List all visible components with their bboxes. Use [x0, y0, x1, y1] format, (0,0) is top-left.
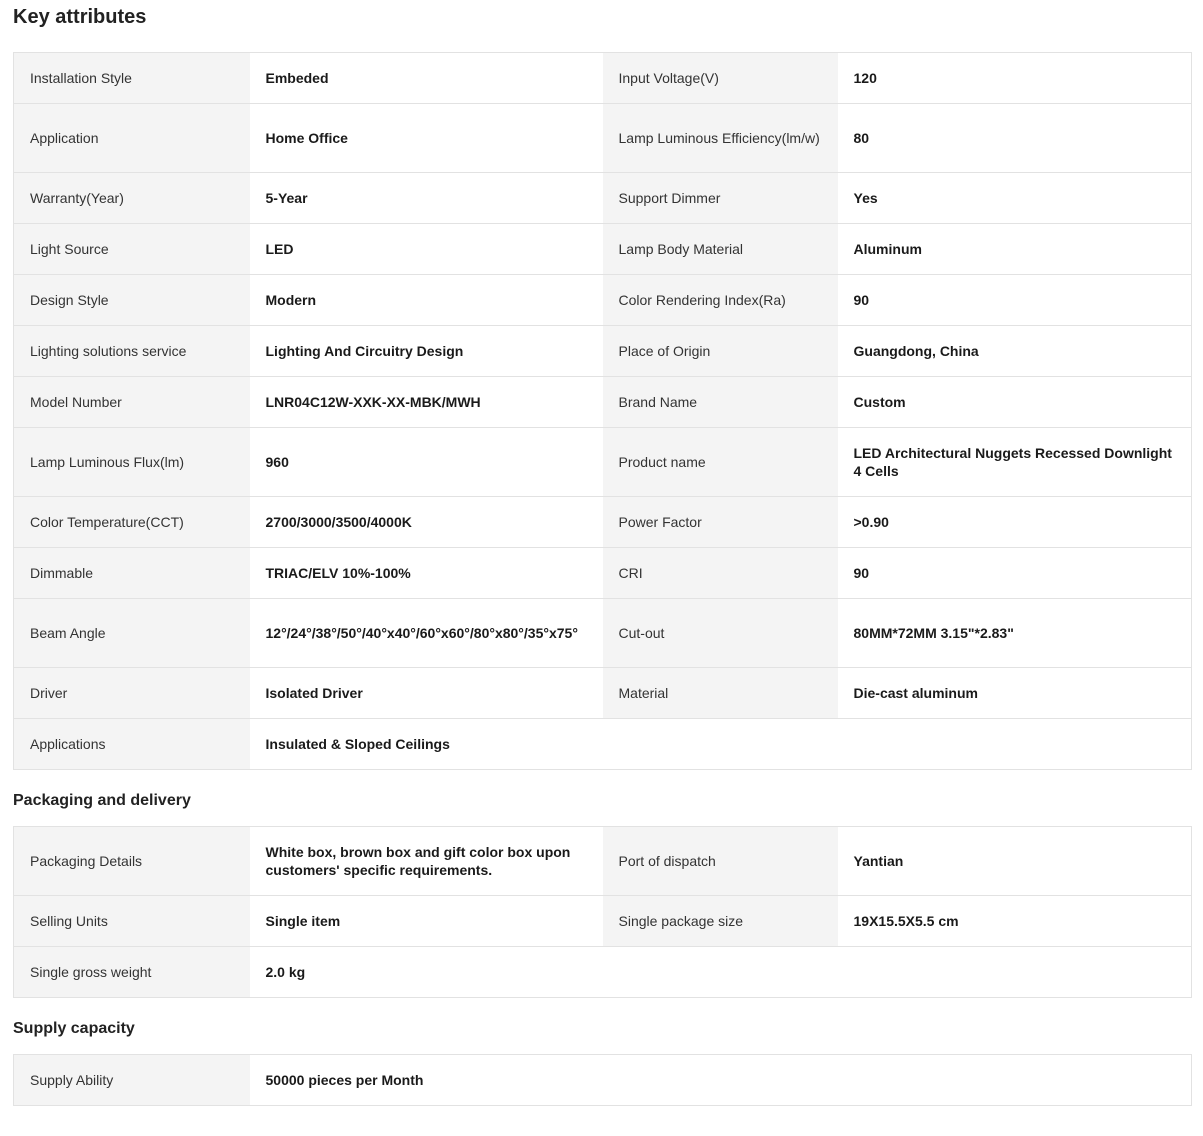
attribute-label: Installation Style — [14, 53, 250, 104]
table-row — [14, 428, 1192, 497]
attribute-value: 12°/24°/38°/50°/40°x40°/60°x60°/80°x80°/35°x75° — [250, 599, 603, 668]
key-attributes-table — [13, 52, 1192, 770]
attribute-value: 5-Year — [250, 173, 603, 224]
attribute-label: Driver — [14, 668, 250, 719]
attribute-label: Dimmable — [14, 548, 250, 599]
attribute-value: 80MM*72MM 3.15"*2.83" — [838, 599, 1192, 668]
attribute-value: Aluminum — [838, 224, 1192, 275]
attribute-value: 90 — [838, 548, 1192, 599]
attribute-value: LNR04C12W-XXK-XX-MBK/MWH — [250, 377, 603, 428]
empty-cell — [838, 947, 1192, 998]
attribute-label: Brand Name — [603, 377, 838, 428]
supply-table — [13, 1054, 1192, 1106]
attribute-label: Product name — [603, 428, 838, 497]
attribute-label: Support Dimmer — [603, 173, 838, 224]
table-row — [14, 668, 1192, 719]
attribute-value: Single item — [250, 896, 603, 947]
table-row — [14, 1055, 1192, 1106]
attribute-value: >0.90 — [838, 497, 1192, 548]
table-row — [14, 719, 1192, 770]
attribute-value: Modern — [250, 275, 603, 326]
empty-cell — [838, 1055, 1192, 1106]
attribute-value: Home Office — [250, 104, 603, 173]
attribute-value: White box, brown box and gift color box upon customers' specific requirements. — [250, 827, 603, 896]
attribute-value: Yantian — [838, 827, 1192, 896]
attribute-value: 960 — [250, 428, 603, 497]
table-row — [14, 827, 1192, 896]
attribute-value: LED — [250, 224, 603, 275]
attribute-label: Lamp Body Material — [603, 224, 838, 275]
attribute-value: Embeded — [250, 53, 603, 104]
table-row — [14, 599, 1192, 668]
attribute-label: Beam Angle — [14, 599, 250, 668]
attribute-label: Lamp Luminous Efficiency(lm/w) — [603, 104, 838, 173]
attribute-label: Single package size — [603, 896, 838, 947]
attribute-label: Material — [603, 668, 838, 719]
attribute-value: LED Architectural Nuggets Recessed Downlight 4 Cells — [838, 428, 1192, 497]
attribute-label: Supply Ability — [14, 1055, 250, 1106]
packaging-title: Packaging and delivery — [13, 792, 191, 809]
table-row — [14, 53, 1192, 104]
attribute-value: 2.0 kg — [250, 947, 603, 998]
table-row — [14, 896, 1192, 947]
attribute-value: Die-cast aluminum — [838, 668, 1192, 719]
table-row — [14, 224, 1192, 275]
attribute-value: 80 — [838, 104, 1192, 173]
attribute-value: Isolated Driver — [250, 668, 603, 719]
key-attributes-title: Key attributes — [13, 6, 147, 28]
attribute-value: 90 — [838, 275, 1192, 326]
supply-title: Supply capacity — [13, 1020, 135, 1037]
attribute-label: Warranty(Year) — [14, 173, 250, 224]
attribute-value: Insulated & Sloped Ceilings — [250, 719, 603, 770]
table-row — [14, 947, 1192, 998]
attribute-label: Lighting solutions service — [14, 326, 250, 377]
empty-cell — [603, 719, 838, 770]
attribute-value: 2700/3000/3500/4000K — [250, 497, 603, 548]
attribute-value: 50000 pieces per Month — [250, 1055, 603, 1106]
attribute-value: Custom — [838, 377, 1192, 428]
empty-cell — [603, 1055, 838, 1106]
attribute-value: 19X15.5X5.5 cm — [838, 896, 1192, 947]
empty-cell — [838, 719, 1192, 770]
attribute-label: Place of Origin — [603, 326, 838, 377]
table-row — [14, 275, 1192, 326]
attribute-label: Selling Units — [14, 896, 250, 947]
attribute-label: Applications — [14, 719, 250, 770]
attribute-label: Packaging Details — [14, 827, 250, 896]
empty-cell — [603, 947, 838, 998]
attribute-label: Color Rendering Index(Ra) — [603, 275, 838, 326]
attribute-label: CRI — [603, 548, 838, 599]
attribute-label: Color Temperature(CCT) — [14, 497, 250, 548]
attribute-label: Application — [14, 104, 250, 173]
attribute-value: Lighting And Circuitry Design — [250, 326, 603, 377]
attribute-label: Single gross weight — [14, 947, 250, 998]
attribute-label: Cut-out — [603, 599, 838, 668]
attribute-label: Port of dispatch — [603, 827, 838, 896]
packaging-table — [13, 826, 1192, 998]
attribute-label: Design Style — [14, 275, 250, 326]
attribute-label: Lamp Luminous Flux(lm) — [14, 428, 250, 497]
table-row — [14, 377, 1192, 428]
attribute-value: TRIAC/ELV 10%-100% — [250, 548, 603, 599]
table-row — [14, 104, 1192, 173]
attribute-label: Power Factor — [603, 497, 838, 548]
table-row — [14, 548, 1192, 599]
attribute-value: Guangdong, China — [838, 326, 1192, 377]
table-row — [14, 173, 1192, 224]
table-row — [14, 497, 1192, 548]
table-row — [14, 326, 1192, 377]
attribute-label: Light Source — [14, 224, 250, 275]
attribute-label: Model Number — [14, 377, 250, 428]
attribute-label: Input Voltage(V) — [603, 53, 838, 104]
attribute-value: 120 — [838, 53, 1192, 104]
attribute-value: Yes — [838, 173, 1192, 224]
